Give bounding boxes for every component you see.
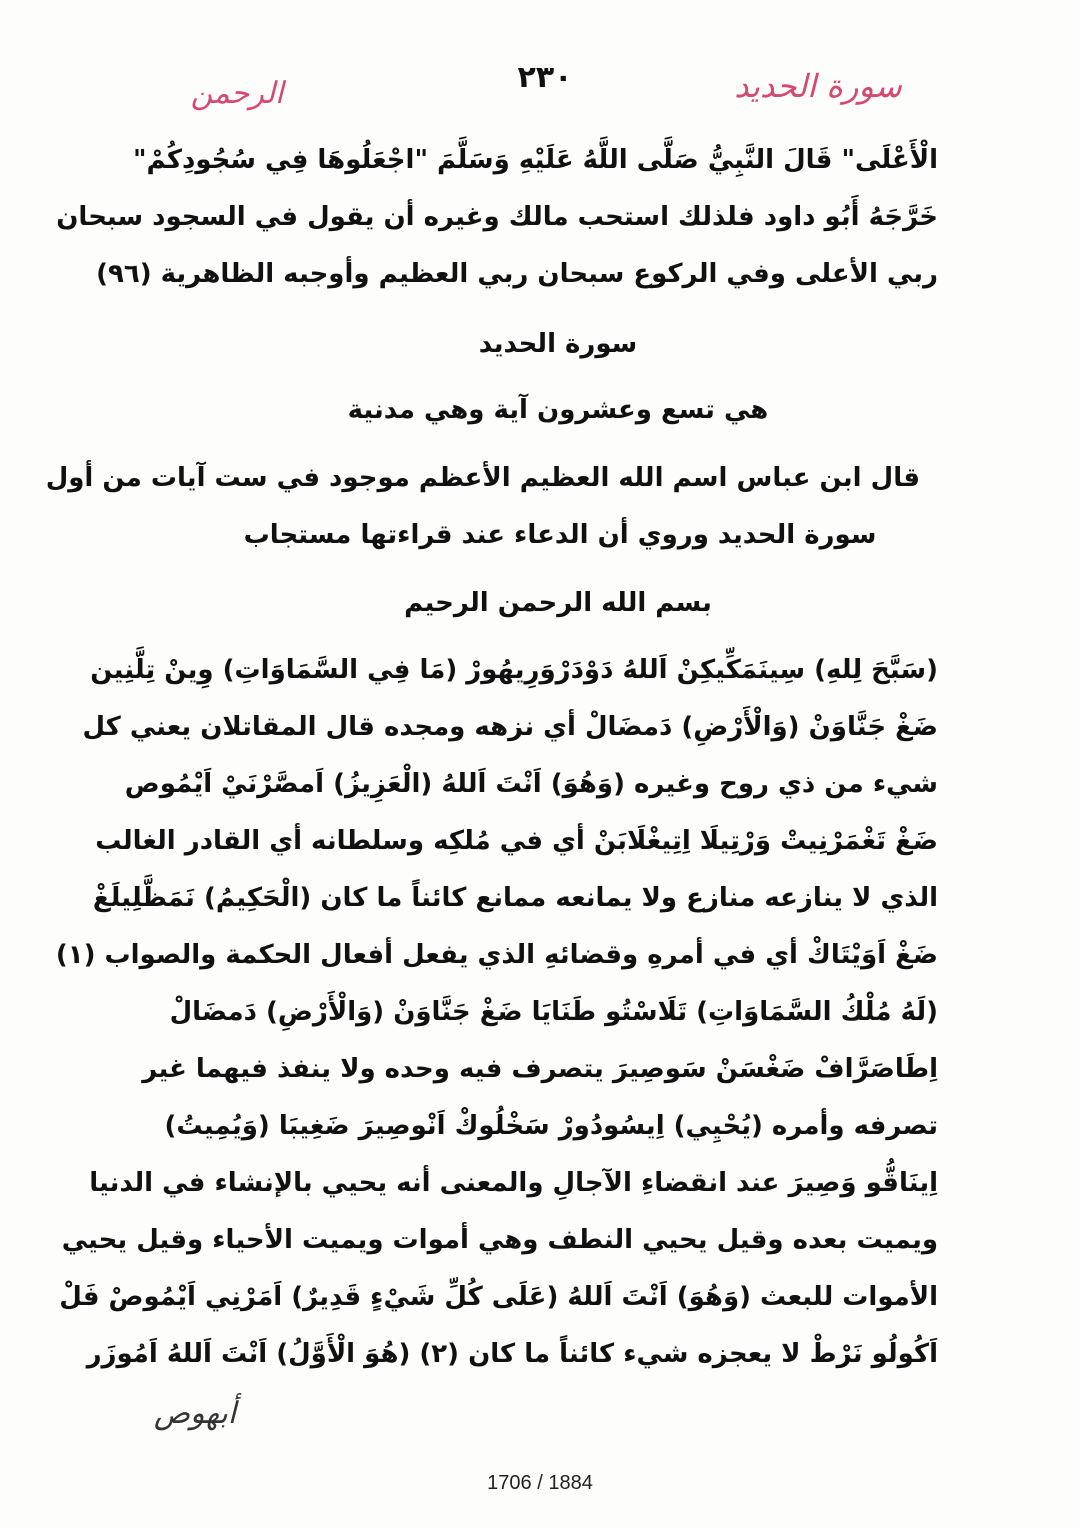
text-line: سورة الحديد وروي أن الدعاء عند قراءتها مستجاب <box>243 520 877 550</box>
text-line: ويميت بعده وقيل يحيي النطف وهي أموات ويميت الأحياء وقيل يحيي <box>61 1225 938 1255</box>
basmala: بسم الله الرحمن الرحيم <box>404 588 712 618</box>
text-line: الذي لا ينازعه منازع ولا يمانعه ممانع كائناً ما كان (الْحَكِيمُ) نَمَظَّلِيلَغْ <box>92 883 938 913</box>
text-line: تصرفه وأمره (يُحْيِي) اِيسُودُورْ سَخْلُوكْ اَنْوصِيرَ ضَغِيبَا (وَيُمِيتُ) <box>164 1111 938 1141</box>
surah-info: هي تسع وعشرون آية وهي مدنية <box>347 395 769 425</box>
text-line: خَرَّجَهُ أَبُو داود فلذلك استحب مالك وغيره أن يقول في السجود سبحان <box>56 202 938 232</box>
tafsir-body <box>55 642 938 1383</box>
text-line: ضَغْ جَنَّاوَنْ (وَالْأَرْضِ) دَمضَالْ أي نزهه ومجده قال المقاتلان يعني كل <box>82 712 938 742</box>
surah-info-block <box>178 382 938 439</box>
surah-heading <box>178 316 938 373</box>
text-line: ضَغْ تَغْمَرْنِيتْ وَرْتِيلَا اِتِيغْلَابَنْ أي في مُلكِه وسلطانه أي القادر الغالب <box>95 826 938 856</box>
text-line: اِينَاقُّو وَصِيرَ عند انقضاءِ الآجالِ والمعنى أنه يحيي بالإنشاء في الدنيا <box>89 1168 938 1198</box>
text-line: شيء من ذي روح وغيره (وَهُوَ) اَنْتَ اَللهُ (الْعَزِيزُ) اَمصَّرْنَيْ اَيْمُوص <box>124 769 938 799</box>
page-indicator: 1706 / 1884 <box>487 1472 593 1494</box>
surah-title: سورة الحديد <box>478 329 638 359</box>
text-line: قال ابن عباس اسم الله العظيم الأعظم موجود في ست آيات من أول <box>45 463 920 493</box>
text-line: ربي الأعلى وفي الركوع سبحان ربي العظيم وأوجبه الظاهرية (٩٦) <box>96 259 938 289</box>
ibn-abbas-note <box>45 450 920 564</box>
handwritten-note-left: الرحمن <box>190 76 284 111</box>
intro-paragraph <box>56 132 938 303</box>
handwritten-signature: أبهوص <box>153 1396 237 1431</box>
text-line: الأموات للبعث (وَهُوَ) اَنْتَ اَللهُ (عَلَى كُلِّ شَيْءٍ قَدِيرٌ) اَمَرْنِي اَيْمُوصْ فَلْ <box>59 1282 938 1312</box>
page-number: ٢٣٠ <box>517 60 573 95</box>
handwritten-note-right: سورة الحديد <box>734 67 902 105</box>
text-line: (سَبَّحَ لِلهِ) سِينَمَكِّيكِنْ اَللهُ دَوْدَرْوَرِيهُورْ (مَا فِي السَّمَاوَاتِ) وِينْ تِلَّنِين <box>90 655 938 685</box>
text-line: اَكُولُو نَرْطْ لا يعجزه شيء كائناً ما كان (٢) (هُوَ الْأَوَّلُ) اَنْتَ اَللهُ اَمُوزَر <box>86 1339 938 1369</box>
basmala-block <box>178 575 938 632</box>
text-line: (لَهُ مُلْكُ السَّمَاوَاتِ) تَلَاسْتُو طَنَايَا ضَغْ جَنَّاوَنْ (وَالْأَرْضِ) دَمضَالْ <box>169 997 938 1027</box>
text-line: اِطَاصَرَّافْ ضَغْسَنْ سَوصِيرَ يتصرف فيه وحده ولا ينفذ فيهما غير <box>142 1054 938 1084</box>
text-line: الْأَعْلَى" قَالَ النَّبِيُّ صَلَّى اللَّهُ عَلَيْهِ وَسَلَّمَ "اجْعَلُوهَا فِي سُجُودِكُمْ" <box>132 145 938 175</box>
text-line: ضَغْ اَوَيْتَاكْ أي في أمرهِ وقضائهِ الذي يفعل أفعال الحكمة والصواب (١) <box>55 940 938 970</box>
